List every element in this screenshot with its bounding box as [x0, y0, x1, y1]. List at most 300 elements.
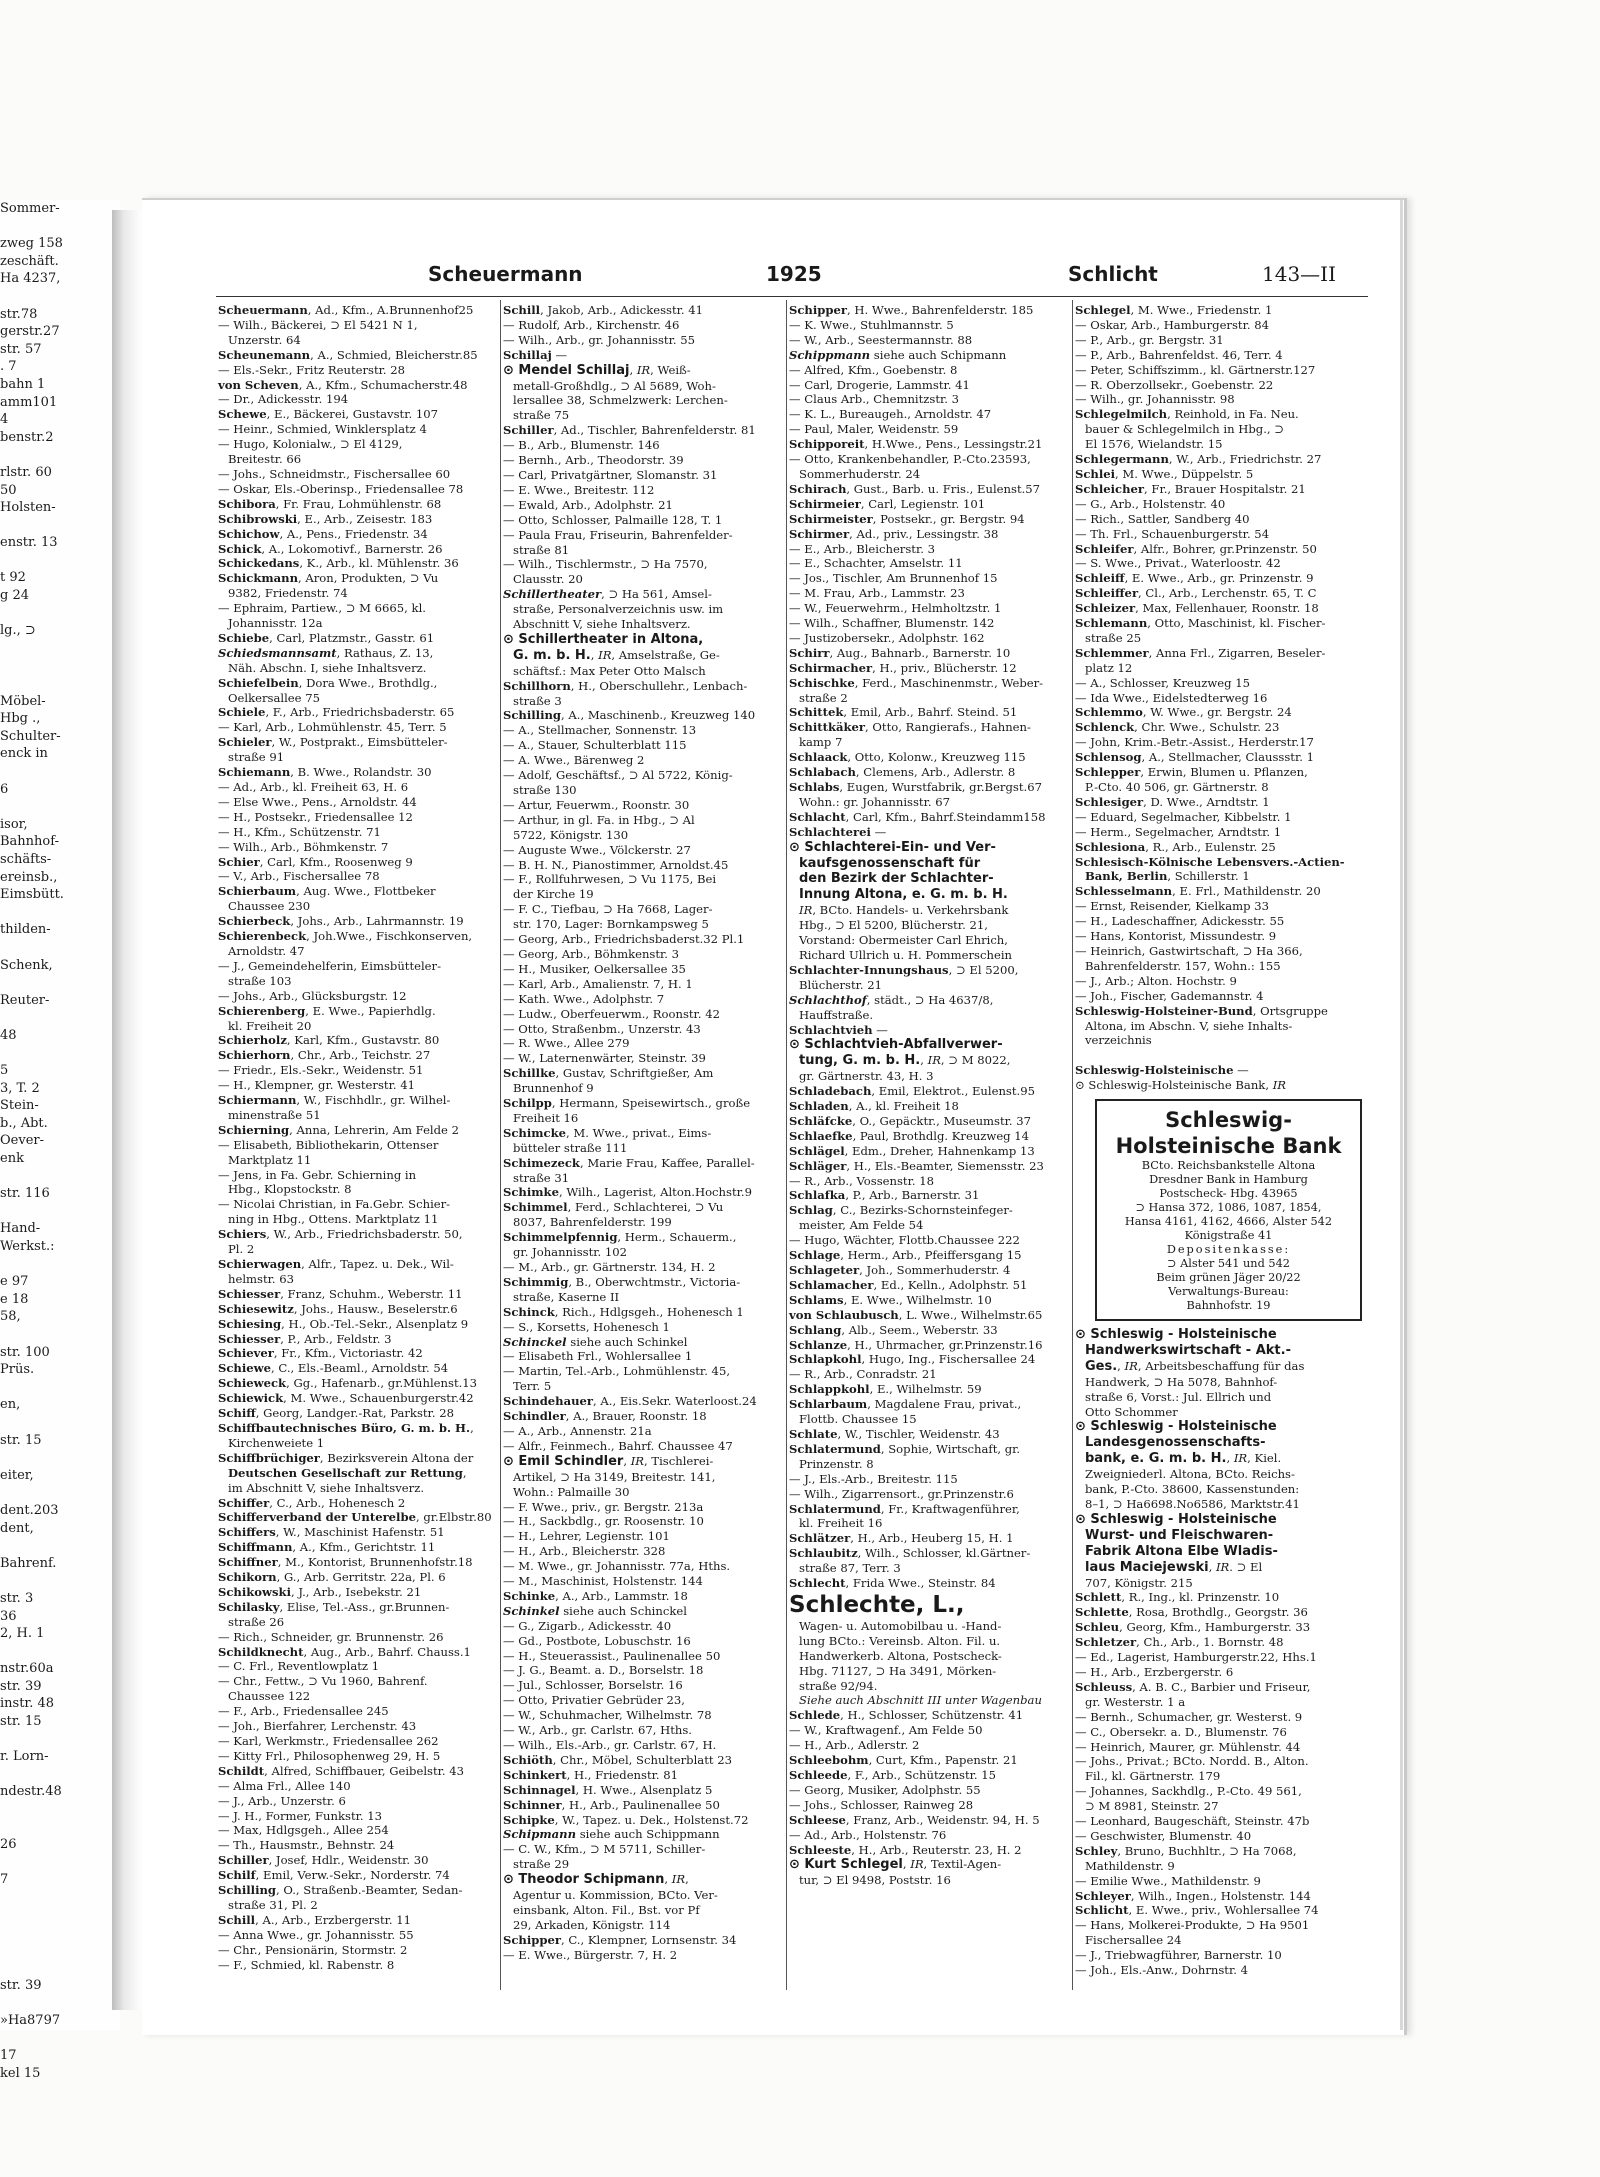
directory-entry: — P., Arb., gr. Bergstr. 31: [1075, 332, 1224, 347]
directory-entry: — Dr., Adickesstr. 194: [218, 392, 349, 407]
directory-entry: Schlageter, Joh., Sommerhuderstr. 4: [789, 1263, 1011, 1277]
left-page-fragment: [0, 1731, 120, 1749]
directory-entry: — Th., Hausmstr., Behnstr. 24: [218, 1838, 395, 1853]
left-page-fragment: 6: [0, 781, 9, 797]
directory-entry: den Bezirk der Schlachter-: [799, 871, 994, 887]
directory-entry: ⊙ Mendel Schillaj, IR, Weiß-: [503, 362, 691, 378]
directory-entry: 9382, Friedenstr. 74: [228, 586, 348, 601]
directory-entry: straße, Personalverzeichnis usw. im: [513, 602, 724, 617]
directory-entry: — M., Arb., gr. Gärtnerstr. 134, H. 2: [503, 1260, 716, 1274]
left-page-fragment: Ha 4237,: [0, 271, 61, 287]
directory-entry: — John, Krim.-Betr.-Assist., Herderstr.17: [1075, 735, 1314, 750]
left-page-fragment: lg., ⊃: [0, 623, 36, 639]
left-page-fragment: dent,: [0, 1520, 34, 1536]
left-page-fragment: bahn 1: [0, 376, 46, 392]
left-page-fragment: [0, 1854, 120, 1872]
directory-entry: [1075, 1048, 1370, 1063]
directory-entry: — W., Feuerwehrm., Helmholtzstr. 1: [789, 601, 1002, 616]
directory-entry: Schiller, Ad., Tischler, Bahrenfelderstr. 81: [503, 423, 756, 438]
directory-entry: G. m. b. H., IR, Amselstraße, Ge-: [513, 647, 720, 663]
directory-entry: — Otto, Straßenbm., Unzerstr. 43: [503, 1021, 701, 1036]
directory-entry: Schiffner, M., Kontorist, Brunnenhofstr.18: [218, 1555, 473, 1570]
directory-entry: — Rich., Sattler, Sandberg 40: [1075, 511, 1250, 526]
directory-entry: Schlätzer, H., Arb., Heuberg 15, H. 1: [789, 1531, 1014, 1546]
directory-entry: Schley, Bruno, Buchhltr., ⊃ Ha 7068,: [1075, 1843, 1297, 1858]
directory-entry: — V., Arb., Fischersallee 78: [218, 869, 380, 884]
left-page-fragment: Reuter-: [0, 992, 50, 1008]
directory-entry: tung, G. m. b. H., IR, ⊃ M 8022,: [799, 1053, 1011, 1069]
directory-entry: verzeichnis: [1085, 1033, 1152, 1048]
directory-entry: Schlegelmilch, Reinhold, in Fa. Neu.: [1075, 407, 1299, 422]
directory-entry: Schipper, H. Wwe., Bahrenfelderstr. 185: [789, 303, 1034, 317]
directory-entry: — Paul, Maler, Weidenstr. 59: [789, 422, 959, 437]
directory-entry: Schierhorn, Chr., Arb., Teichstr. 27: [218, 1048, 431, 1063]
left-page-fragment: [0, 939, 120, 957]
directory-entry: — Ernst, Reisender, Kielkamp 33: [1075, 899, 1269, 914]
directory-entry: Schlensog, A., Stellmacher, Claussstr. 1: [1075, 750, 1314, 765]
left-page-fragment: str. 15: [0, 1432, 42, 1448]
directory-entry: Schillaj —: [503, 347, 568, 362]
directory-entry: — Kath. Wwe., Adolphstr. 7: [503, 991, 665, 1006]
directory-entry: Artikel, ⊃ Ha 3149, Breitestr. 141,: [513, 1469, 716, 1484]
left-page-fragment: Prüs.: [0, 1362, 35, 1378]
directory-entry: straße 29: [513, 1857, 570, 1872]
directory-entry: Siehe auch Abschnitt III unter Wagenbau: [799, 1693, 1042, 1708]
directory-entry: Schierenberg, E. Wwe., Papierhdlg.: [218, 1003, 436, 1018]
directory-entry: — M. Wwe., gr. Johannisstr. 77a, Hths.: [503, 1559, 731, 1574]
directory-entry: tur, ⊃ El 9498, Poststr. 16: [799, 1873, 951, 1888]
left-page-fragment: isor,: [0, 816, 28, 832]
directory-entry: Schickmann, Aron, Produkten, ⊃ Vu: [218, 571, 439, 586]
directory-entry: Schlachter-Innungshaus, ⊃ El 5200,: [789, 962, 1019, 977]
directory-entry: Schlemann, Otto, Maschinist, kl. Fischer-: [1075, 616, 1326, 631]
directory-entry: Schlatermund, Fr., Kraftwagenführer,: [789, 1501, 1020, 1516]
directory-entry: straße 26: [228, 1614, 285, 1629]
left-page-fragment: b., Abt.: [0, 1115, 48, 1131]
directory-entry: Terr. 5: [513, 1379, 552, 1394]
directory-entry: Agentur u. Kommission, BCto. Ver-: [513, 1888, 718, 1903]
directory-entry: Schlanze, H., Uhrmacher, gr.Prinzenstr.16: [789, 1337, 1043, 1352]
ad-line: Hansa 4161, 4162, 4666, Alster 542: [1124, 1215, 1333, 1229]
left-page-fragment: nstr.60a: [0, 1661, 54, 1677]
directory-entry: der Kirche 19: [513, 887, 594, 902]
directory-entry: Zweigniederl. Altona, BCto. Reichs-: [1085, 1467, 1295, 1482]
directory-entry: Handwerkerb. Altona, Postscheck-: [799, 1648, 1002, 1663]
directory-entry: Landesgenossenschafts-: [1085, 1435, 1266, 1451]
directory-entry: Schillke, Gustav, Schriftgießer, Am: [503, 1066, 714, 1081]
left-page-fragment: [0, 1045, 120, 1063]
directory-entry: Schimcke, M. Wwe., privat., Eims-: [503, 1125, 712, 1140]
left-page-fragment: [0, 218, 120, 236]
directory-entry: 29, Arkaden, Königstr. 114: [513, 1917, 671, 1932]
directory-entry: Schlette, Rosa, Brothdlg., Georgstr. 36: [1075, 1605, 1308, 1620]
ad-line: ⊃ Alster 541 und 542: [1167, 1257, 1290, 1271]
left-page-fragment: [0, 605, 120, 623]
directory-entry: — Ludw., Oberfeuerwm., Roonstr. 42: [503, 1006, 720, 1021]
directory-entry: Schläfcke, O., Gepäcktr., Museumstr. 37: [789, 1113, 1032, 1128]
running-head-left: Scheuermann: [428, 262, 583, 286]
directory-entry: — Gd., Postbote, Lobuschstr. 16: [503, 1633, 691, 1648]
left-page-fragment: [0, 1449, 120, 1467]
directory-entry: — W., Laternenwärter, Steinstr. 39: [503, 1051, 706, 1066]
directory-entry: — G., Zigarb., Adickesstr. 40: [503, 1618, 672, 1633]
directory-entry: straße, Kaserne II: [513, 1289, 620, 1304]
left-page-fragment: [0, 1942, 120, 1960]
directory-entry: — Chr., Fettw., ⊃ Vu 1960, Bahrenf.: [218, 1674, 428, 1689]
directory-entry: — Rich., Schneider, gr. Brunnenstr. 26: [218, 1629, 444, 1644]
left-page-fragment: kel 15: [0, 2065, 41, 2081]
directory-entry: Marktplatz 11: [228, 1152, 312, 1167]
directory-entry: — H., Lehrer, Legienstr. 101: [503, 1529, 670, 1544]
directory-entry: Schlemmer, Anna Frl., Zigarren, Beseler-: [1075, 645, 1326, 660]
directory-entry: bauer & Schlegelmilch in Hbg., ⊃: [1085, 422, 1284, 437]
left-page-fragment: Hbg .,: [0, 711, 41, 727]
directory-entry: Schillertheater, ⊃ Ha 561, Amsel-: [503, 587, 712, 602]
left-page-fragment: [0, 517, 120, 535]
directory-entry: Schleede, F., Arb., Schützenstr. 15: [789, 1768, 997, 1782]
directory-entry: — J., Triebwagführer, Barnerstr. 10: [1075, 1948, 1282, 1963]
directory-entry: Schibrowski, E., Arb., Zeisestr. 183: [218, 511, 433, 526]
column-3: [789, 303, 1084, 2013]
directory-entry: Hbg., Klopstockstr. 8: [228, 1182, 352, 1197]
directory-entry: Schirach, Gust., Barb. u. Fris., Eulenst.57: [789, 481, 1041, 496]
directory-entry: — F. Wwe., priv., gr. Bergstr. 213a: [503, 1499, 704, 1514]
directory-entry: Fil., kl. Gärtnerstr. 179: [1085, 1769, 1221, 1784]
left-page-fragment: str. 57: [0, 341, 42, 357]
left-page-fragment: [0, 1766, 120, 1784]
directory-entry: Schleyer, Wilh., Ingen., Holstenstr. 144: [1075, 1888, 1311, 1903]
directory-entry: Schiemann, B. Wwe., Rolandstr. 30: [218, 765, 432, 780]
directory-entry: — Johs., Schlosser, Rainweg 28: [789, 1797, 974, 1812]
left-page-fragment: 50: [0, 482, 17, 498]
directory-entry: — M., Maschinist, Holstenstr. 144: [503, 1574, 703, 1589]
left-page-fragment: zweg 158: [0, 236, 63, 252]
directory-entry: — Leonhard, Baugeschäft, Steinstr. 47b: [1075, 1814, 1310, 1829]
directory-entry: straße 25: [1085, 630, 1142, 645]
directory-entry: Handwerkswirtschaft - Akt.-: [1085, 1342, 1291, 1358]
directory-entry: — Elisabeth Frl., Wohlersallee 1: [503, 1349, 693, 1364]
directory-entry: Schieweck, Gg., Hafenarb., gr.Mühlenst.13: [218, 1376, 478, 1391]
directory-entry: — F. C., Tiefbau, ⊃ Ha 7668, Lager-: [503, 902, 713, 917]
directory-entry: ⊙ Theodor Schipmann, IR,: [503, 1872, 689, 1888]
ad-line: BCto. Reichsbankstelle Altona: [1141, 1159, 1316, 1173]
directory-entry: Schirmeier, Carl, Legienstr. 101: [789, 496, 986, 511]
left-page-fragment: [0, 1643, 120, 1661]
directory-entry: — S., Korsetts, Hohenesch 1: [503, 1319, 670, 1334]
directory-entry: — Georg, Arb., Böhmkenstr. 3: [503, 946, 680, 961]
left-page-fragment: en,: [0, 1397, 21, 1413]
directory-entry: — W., Arb., Seestermannstr. 88: [789, 332, 973, 347]
directory-entry: straße 6, Vorst.: Jul. Ellrich und: [1085, 1389, 1272, 1404]
directory-entry: — Karl, Arb., Lohmühlenstr. 45, Terr. 5: [218, 720, 447, 735]
ad-line: Bahnhofstr. 19: [1186, 1299, 1271, 1313]
left-page-fragment: [0, 1572, 120, 1590]
directory-entry: — J., Arb., Unzerstr. 6: [218, 1793, 346, 1808]
directory-entry: — Friedr., Els.-Sekr., Weidenstr. 51: [218, 1063, 424, 1078]
left-page-fragment: g 24: [0, 588, 29, 604]
directory-entry: — Wilh., Schaffner, Blumenstr. 142: [789, 616, 995, 631]
left-page-fragment: schäfts-: [0, 851, 52, 867]
directory-entry: gr. Westerstr. 1 a: [1085, 1694, 1186, 1709]
left-page-fragment: 7: [0, 1872, 9, 1888]
directory-entry: Schirr, Aug., Bahnarb., Barnerstr. 10: [789, 645, 1011, 660]
left-page-fragment: [0, 446, 120, 464]
left-page-fragment: [0, 552, 120, 570]
page-number: 143—II: [1262, 262, 1336, 286]
directory-entry: Schleizer, Max, Fellenhauer, Roonstr. 18: [1075, 601, 1319, 616]
directory-entry: Chaussee 122: [228, 1689, 311, 1704]
directory-entry: Hbg., ⊃ El 5200, Blücherstr. 21,: [799, 918, 988, 933]
directory-entry: gr. Johannisstr. 102: [513, 1245, 628, 1260]
directory-entry: Schleicher, Fr., Brauer Hospitalstr. 21: [1075, 481, 1306, 496]
directory-entry: Schinkert, H., Friedenstr. 81: [503, 1767, 679, 1782]
directory-entry: Schlafka, P., Arb., Barnerstr. 31: [789, 1188, 980, 1203]
directory-entry: Schlei, M. Wwe., Düppelstr. 5: [1075, 466, 1254, 481]
directory-entry: Schichow, A., Pens., Friedenstr. 34: [218, 526, 428, 541]
left-page-fragment: . 7: [0, 359, 17, 375]
directory-entry: Schlesiona, R., Arb., Eulenstr. 25: [1075, 839, 1276, 854]
directory-entry: gr. Gärtnerstr. 43, H. 3: [799, 1069, 934, 1084]
directory-entry: ⊙ Schleswig - Holsteinische: [1075, 1419, 1277, 1435]
directory-entry: — B., Arb., Blumenstr. 146: [503, 438, 660, 453]
directory-entry: — Alfred, Kfm., Goebenstr. 8: [789, 362, 958, 377]
directory-entry: Schinck, Rich., Hdlgsgeh., Hohenesch 1: [503, 1304, 744, 1319]
ad-title: Schleswig-: [1165, 1108, 1292, 1133]
directory-entry: Schlemmo, W. Wwe., gr. Bergstr. 24: [1075, 705, 1292, 720]
directory-entry: — Wilh., Bäckerei, ⊃ El 5421 N 1,: [218, 317, 418, 332]
directory-entry: Schilling, A., Maschinenb., Kreuzweg 140: [503, 708, 756, 723]
left-page-fragment: str. 100: [0, 1344, 50, 1360]
directory-entry: Schlamacher, Ed., Kelln., Adolphstr. 51: [789, 1277, 1028, 1292]
left-page-fragment: Schenk,: [0, 957, 53, 973]
left-page-fragment: »Ha8797: [0, 2013, 61, 2029]
directory-entry: — Else Wwe., Pens., Arnoldstr. 44: [218, 794, 417, 809]
directory-entry: — E. Wwe., Breitestr. 112: [503, 482, 655, 497]
directory-entry: — B. H. N., Pianostimmer, Arnoldst.45: [503, 857, 729, 872]
left-page-fragment: [0, 1889, 120, 1907]
left-page-fragment: [0, 1414, 120, 1432]
left-page-fragment: [0, 1819, 120, 1837]
directory-entry: Schlegermann, W., Arb., Friedrichstr. 27: [1075, 452, 1322, 467]
directory-entry: ⊙ Schleswig - Holsteinische: [1075, 1511, 1277, 1527]
directory-entry: — Wilh., gr. Johannisstr. 98: [1075, 392, 1235, 407]
left-page-fragments: [0, 200, 120, 2083]
directory-entry: — Johs., Privat.; BCto. Nordd. B., Alton.: [1075, 1754, 1309, 1769]
directory-entry: Schinkel siehe auch Schinckel: [503, 1603, 687, 1618]
directory-entry: Schill, Jakob, Arb., Adickesstr. 41: [503, 303, 704, 317]
directory-entry: Schlacht, Carl, Kfm., Bahrf.Steindamm158: [789, 809, 1046, 824]
directory-entry: Schlett, R., Ing., kl. Prinzenstr. 10: [1075, 1590, 1280, 1605]
left-page-fragment: t 92: [0, 570, 26, 586]
directory-entry: — Alfr., Feinmech., Bahrf. Chaussee 47: [503, 1438, 733, 1453]
directory-entry: Chaussee 230: [228, 899, 311, 914]
directory-entry: meister, Am Felde 54: [799, 1218, 924, 1233]
directory-entry: Wurst- und Fleischwaren-: [1085, 1527, 1274, 1543]
left-page-fragment: str. 3: [0, 1590, 34, 1606]
left-page-fragment: eiter,: [0, 1467, 34, 1483]
directory-entry: Arnoldstr. 47: [228, 943, 305, 958]
directory-entry: Schiermann, W., Fischhdlr., gr. Wilhel-: [218, 1093, 451, 1108]
left-page-fragment: Bahrenf.: [0, 1555, 57, 1571]
directory-entry: Schilasky, Elise, Tel.-Ass., gr.Brunnen-: [218, 1599, 450, 1614]
directory-entry: — Kitty Frl., Philosophenweg 29, H. 5: [218, 1748, 441, 1763]
directory-entry: — Georg, Musiker, Adolphstr. 55: [789, 1782, 981, 1797]
directory-entry: — Carl, Drogerie, Lammstr. 41: [789, 377, 970, 392]
ad-title: Holsteinische Bank: [1115, 1134, 1342, 1159]
directory-entry: — Ad., Arb., kl. Freiheit 63, H. 6: [218, 780, 409, 794]
directory-entry: — H., Arb., Adlerstr. 2: [789, 1738, 920, 1753]
directory-entry: Blücherstr. 21: [799, 977, 883, 992]
directory-entry: — J., Arb.; Alton. Hochstr. 9: [1075, 973, 1237, 988]
directory-entry: — Joh., Els.-Anw., Dohrnstr. 4: [1075, 1963, 1248, 1978]
directory-entry: — Geschwister, Blumenstr. 40: [1075, 1828, 1252, 1843]
directory-entry: Schleswig-Holsteiner-Bund, Ortsgruppe: [1075, 1003, 1328, 1018]
directory-entry: — Hugo, Wächter, Flottb.Chaussee 222: [789, 1233, 1020, 1248]
directory-entry: straße 31, Pl. 2: [228, 1897, 318, 1912]
directory-entry: Schleiffer, Cl., Arb., Lerchenstr. 65, T. C: [1075, 586, 1317, 601]
directory-entry: Schipporeit, H.Wwe., Pens., Lessingstr.21: [789, 437, 1043, 452]
directory-entry: Sommerhuderstr. 24: [799, 466, 921, 481]
bank-advertisement: [1095, 1099, 1362, 1321]
directory-entry: Schieler, W., Postprakt., Eimsbütteler-: [218, 735, 448, 750]
left-page-fragment: [0, 640, 120, 658]
directory-entry: Kirchenweiete 1: [228, 1435, 325, 1450]
directory-entry: Schleebohm, Curt, Kfm., Papenstr. 21: [789, 1753, 1018, 1768]
left-page-fragment: 2, H. 1: [0, 1626, 45, 1642]
directory-entry: — P., Arb., Bahrenfeldst. 46, Terr. 4: [1075, 347, 1283, 362]
directory-entry: Hauffstraße.: [799, 1007, 874, 1022]
directory-entry: ⊙ Schlachterei-Ein- und Ver-: [789, 839, 996, 855]
directory-entry: Schleu, Georg, Kfm., Hamburgerstr. 33: [1075, 1620, 1311, 1635]
left-page-fragment: [0, 675, 120, 693]
directory-entry: Schifferverband der Unterelbe, gr.Elbstr.80: [218, 1510, 492, 1525]
directory-entry: — C. W., Kfm., ⊃ M 5711, Schiller-: [503, 1842, 706, 1857]
directory-entry: Unzerstr. 64: [228, 332, 301, 347]
left-page-fragment: r. Lorn-: [0, 1749, 49, 1765]
directory-entry: Näh. Abschn. I, siehe Inhaltsverz.: [228, 660, 427, 675]
directory-entry: Richard Ullrich u. H. Pommerschein: [799, 947, 1013, 962]
directory-entry: — Heinrich, Gastwirtschaft, ⊃ Ha 366,: [1075, 943, 1303, 958]
directory-entry: Schierholz, Karl, Kfm., Gustavstr. 80: [218, 1033, 440, 1048]
ad-line: ⊃ Hansa 372, 1086, 1087, 1854,: [1135, 1201, 1322, 1215]
directory-entry: — Wilh., Els.-Arb., gr. Carlstr. 67, H.: [503, 1738, 717, 1752]
directory-entry: Schillhorn, H., Oberschullehr., Lenbach-: [503, 678, 748, 693]
directory-entry: bank, P.-Cto. 38600, Kassenstunden:: [1085, 1482, 1300, 1497]
directory-entry: lung BCto.: Vereinsb. Alton. Fil. u.: [799, 1633, 1001, 1648]
directory-entry: — H., Postsekr., Friedensallee 12: [218, 809, 413, 824]
directory-entry: Schlesselmann, E. Frl., Mathildenstr. 20: [1075, 884, 1321, 899]
directory-entry: Schikowski, J., Arb., Isebekstr. 21: [218, 1584, 422, 1599]
left-page-fragment: [0, 288, 120, 306]
left-page-fragment: [0, 904, 120, 922]
directory-entry: Deutschen Gesellschaft zur Rettung,: [228, 1465, 467, 1480]
left-page-fragment: thilden-: [0, 922, 51, 938]
directory-entry: Prinzenstr. 8: [799, 1456, 874, 1471]
left-page-fragment: str. 39: [0, 1977, 42, 1993]
directory-entry: Schlägel, Edm., Dreher, Hahnenkamp 13: [789, 1143, 1035, 1158]
directory-entry: Wagen- u. Automobilbau u. -Hand-: [799, 1618, 1002, 1633]
running-head-right: Schlicht: [1068, 262, 1158, 286]
directory-entry: Schiesser, Franz, Schuhm., Weberstr. 11: [218, 1286, 463, 1301]
directory-entry: Schipke, W., Tapez. u. Dek., Holstenst.72: [503, 1812, 749, 1827]
directory-entry: — H., Musiker, Oelkersallee 35: [503, 961, 686, 976]
directory-entry: Schiöth, Chr., Möbel, Schulterblatt 23: [503, 1752, 732, 1767]
left-page-fragment: 5: [0, 1063, 9, 1079]
book-gutter: [112, 210, 142, 2010]
left-page-fragment: [0, 1168, 120, 1186]
directory-entry: — H., Kfm., Schützenstr. 71: [218, 824, 381, 839]
directory-entry: einsbank, Alton. Fil., Bst. vor Pf: [513, 1902, 700, 1917]
directory-entry: — Jul., Schlosser, Borselstr. 16: [503, 1678, 683, 1693]
directory-entry: 8037, Bahrenfelderstr. 199: [513, 1215, 672, 1230]
directory-entry: — Th. Frl., Schauenburgerstr. 54: [1075, 526, 1270, 541]
page-edge: [1400, 200, 1403, 2030]
directory-entry: Schittkäker, Otto, Rangierafs., Hahnen-: [789, 720, 1031, 735]
directory-entry: — Joh., Bierfahrer, Lerchenstr. 43: [218, 1719, 417, 1734]
left-page-fragment: [0, 763, 120, 781]
directory-entry: Schlachthof, städt., ⊃ Ha 4637/8,: [789, 992, 994, 1007]
directory-entry: — Els.-Sekr., Fritz Reuterstr. 28: [218, 362, 406, 377]
directory-entry: — H., Klempner, gr. Westerstr. 41: [218, 1078, 415, 1093]
left-page-fragment: amm101: [0, 394, 58, 410]
directory-entry: Schibora, Fr. Frau, Lohmühlenstr. 68: [218, 496, 442, 511]
directory-entry: Scheuermann, Ad., Kfm., A.Brunnenhof25: [218, 303, 474, 317]
directory-entry: ⊙ Schlachtvieh-Abfallverwer-: [789, 1037, 1003, 1053]
directory-entry: — Paula Frau, Friseurin, Bahrenfelder-: [503, 527, 733, 542]
directory-entry: — Otto, Schlosser, Palmaille 128, T. 1: [503, 512, 723, 527]
left-page-fragment: [0, 1203, 120, 1221]
directory-entry: — Heinrich, Maurer, gr. Mühlenstr. 44: [1075, 1739, 1301, 1754]
directory-entry: kamp 7: [799, 735, 843, 750]
directory-entry: Schlang, Alb., Seem., Weberstr. 33: [789, 1322, 998, 1337]
ad-line: Verwaltungs-Bureau:: [1168, 1285, 1289, 1299]
directory-entry: — A., Stellmacher, Sonnenstr. 13: [503, 723, 697, 738]
directory-entry: — H., Sackbdlg., gr. Roosenstr. 10: [503, 1514, 704, 1529]
directory-entry: schäftsf.: Max Peter Otto Malsch: [513, 663, 706, 678]
directory-entry: Wohn.: gr. Johannisstr. 67: [799, 794, 950, 809]
directory-entry: — Justizobersekr., Adolphstr. 162: [789, 630, 985, 645]
directory-entry: Schimmel, Ferd., Schlachterei, ⊃ Vu: [503, 1200, 724, 1215]
directory-entry: Schlachterei —: [789, 824, 887, 839]
directory-entry: Abschnitt V, siehe Inhaltsverz.: [513, 617, 691, 632]
directory-entry: — R., Arb., Vossenstr. 18: [789, 1173, 934, 1188]
directory-entry: Schlabach, Clemens, Arb., Adlerstr. 8: [789, 765, 1016, 780]
directory-entry: straße 92/94.: [799, 1678, 878, 1693]
left-page-fragment: enck in: [0, 746, 48, 762]
directory-entry: Schlesisch-Kölnische Lebensvers.-Actien-: [1075, 854, 1345, 869]
directory-entry: Schewe, E., Bäckerei, Gustavstr. 107: [218, 407, 438, 422]
directory-entry: — A., Arb., Annenstr. 21a: [503, 1423, 652, 1438]
directory-entry: Schlarbaum, Magdalene Frau, privat.,: [789, 1397, 1022, 1412]
directory-entry: Schlesiger, D. Wwe., Arndtstr. 1: [1075, 794, 1270, 809]
directory-entry: 8–1, ⊃ Ha6698.No6586, Marktstr.41: [1085, 1497, 1300, 1511]
directory-entry: ⊃ M 8981, Steinstr. 27: [1085, 1799, 1219, 1814]
directory-entry: — Ed., Lagerist, Hamburgerstr.22, Hhs.1: [1075, 1650, 1317, 1665]
directory-entry: Ges., IR, Arbeitsbeschaffung für das: [1085, 1358, 1305, 1374]
directory-entry: — W., Arb., gr. Carlstr. 67, Hths.: [503, 1723, 692, 1738]
directory-entry: Schlapkohl, Hugo, Ing., Fischersallee 24: [789, 1352, 1036, 1367]
directory-entry: — E., Arb., Bleicherstr. 3: [789, 541, 935, 556]
directory-entry: — Anna Wwe., gr. Johannisstr. 55: [218, 1927, 414, 1942]
directory-entry: straße 91: [228, 750, 285, 765]
directory-entry: — M. Frau, Arb., Lammstr. 23: [789, 586, 965, 601]
directory-entry: — J., Gemeindehelferin, Eimsbütteler-: [218, 958, 442, 973]
directory-entry: — F., Rollfuhrwesen, ⊃ Vu 1175, Bei: [503, 872, 717, 887]
directory-entry: — R. Oberzollsekr., Goebenstr. 22: [1075, 377, 1274, 392]
directory-entry: Breitestr. 66: [228, 452, 302, 467]
directory-entry: Schlaefke, Paul, Brothdlg. Kreuzweg 14: [789, 1128, 1030, 1143]
directory-entry: Bahrenfelderstr. 157, Wohn.: 155: [1085, 958, 1281, 973]
